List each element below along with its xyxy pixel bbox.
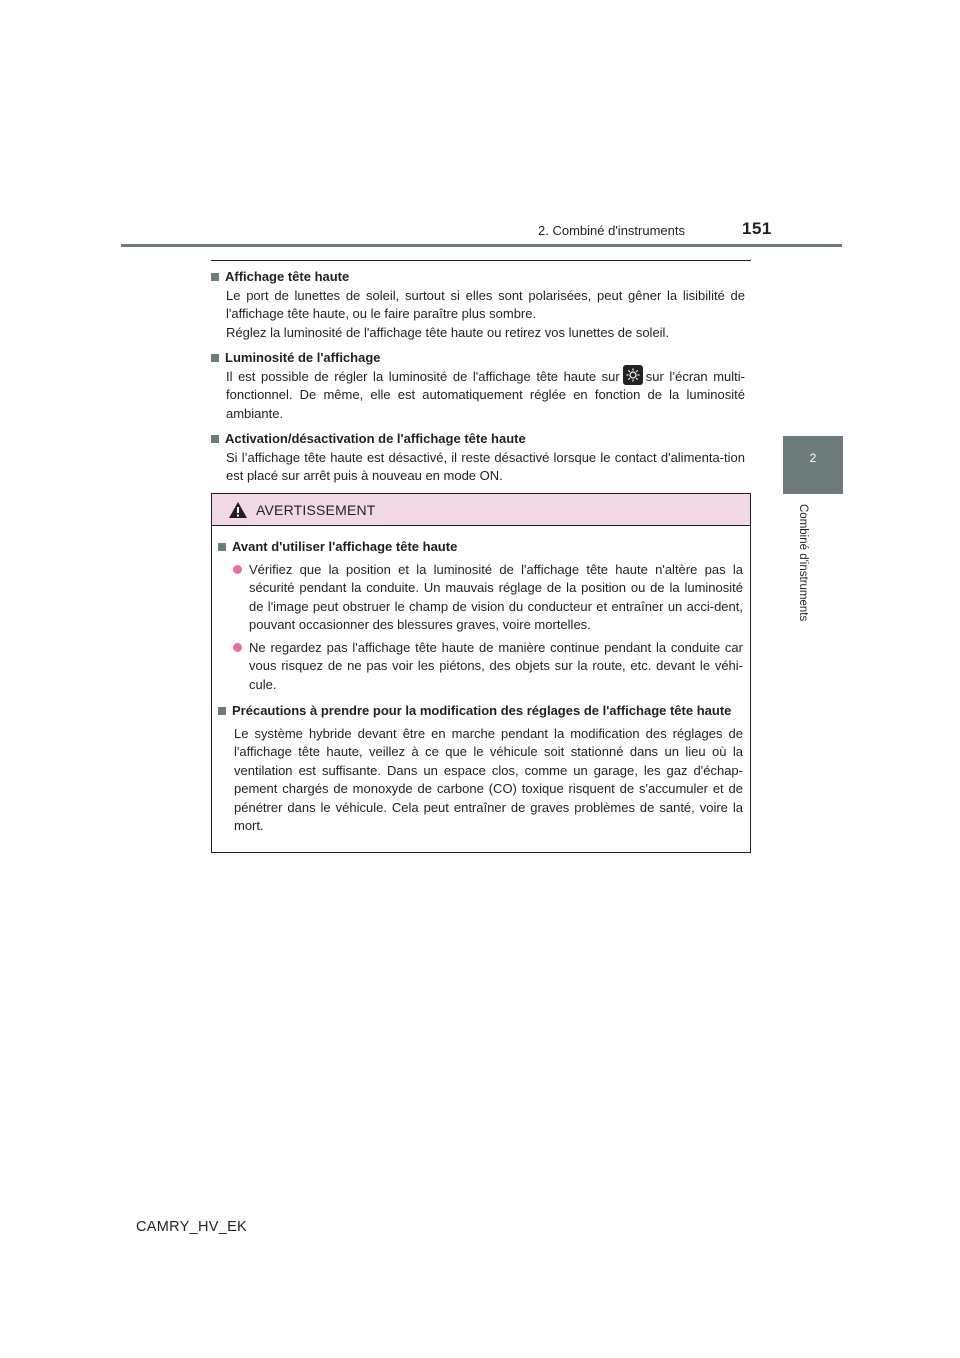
warning-box [211,493,751,853]
section-display-brightness [211,349,751,423]
square-bullet-icon [218,707,226,715]
side-tab-number: 2 [809,451,817,465]
round-bullet-icon [233,643,242,652]
square-bullet-icon [211,273,219,281]
chapter-title: 2. Combiné d'instruments [538,223,685,238]
list-item [218,561,743,635]
page-number: 151 [742,219,772,238]
square-bullet-icon [211,435,219,443]
section-heading: Luminosité de l'affichage [225,350,381,365]
warning-heading: Précautions à prendre pour la modification des réglages de l'affichage tête haute [232,703,732,718]
warning-paragraph: Le système hybride devant être en marche pendant la modification des réglages de l'affichage tête haute, veillez à ce que le véhicule soit stationné dans un lieu où la ventilation est suffisante. Dans un espace clos, comme un garage, les gaz d'échap-pement chargés de monoxyde de carbone (CO) toxique risquent de s'accumuler et de pénétrer dans le véhicule. Cela peut entraîner de graves problèmes de santé, voire la mort. [234,725,743,833]
side-tab-label: Combiné d'instruments [797,504,809,622]
main-content [211,268,751,493]
warning-body [212,526,750,836]
warning-triangle-icon [228,501,248,519]
section-activation [211,430,751,486]
header-rule [121,244,842,247]
warning-heading: Avant d'utiliser l'affichage tête haute [232,539,458,554]
side-tab [783,436,843,494]
document-code: CAMRY_HV_EK [136,1219,248,1235]
section-heading: Affichage tête haute [225,269,350,284]
list-item-text: Ne regardez pas l'affichage tête haute de manière continue pendant la conduite car vous risquez de ne pas voir les piétons, des objets sur la route, etc. devant le véhi-cule. [249,639,743,692]
section-text: Le port de lunettes de soleil, surtout si elles sont polarisées, peut gêner la lisibilité de l'affichage tête haute, ou le faire paraître plus sombre. [226,287,745,321]
list-item-text: Vérifiez que la position et la luminosité de l'affichage tête haute n'altère pas la sécurité pendant la conduite. Un mauvais réglage de la position ou de la luminosité de l'image peut obstruer le champ de vision du conducteur et entraîner un acci-dent, pouvant occasionner des blessures graves, voire mortelles. [249,561,743,632]
list-item [218,639,743,695]
section-text: Il est possible de régler la luminosité de l'affichage tête haute sur [226,368,620,384]
section-head-up-display [211,268,751,342]
warning-title: AVERTISSEMENT [256,501,376,518]
warning-header [212,494,750,526]
square-bullet-icon [218,543,226,551]
settings-gear-icon [623,365,643,385]
section-divider [211,260,751,261]
section-heading: Activation/désactivation de l'affichage tête haute [225,431,526,446]
round-bullet-icon [233,565,242,574]
section-text: Réglez la luminosité de l'affichage tête haute ou retirez vos lunettes de soleil. [226,324,670,340]
square-bullet-icon [211,354,219,362]
section-text: sur l’écran multi-fonctionnel. De même, elle est automatiquement réglée en fonction de la luminosité ambiante. [226,368,745,421]
section-text: Si l’affichage tête haute est désactivé, il reste désactivé lorsque le contact d'alimenta-tion est placé sur arrêt puis à nouveau en mode ON. [226,449,745,483]
